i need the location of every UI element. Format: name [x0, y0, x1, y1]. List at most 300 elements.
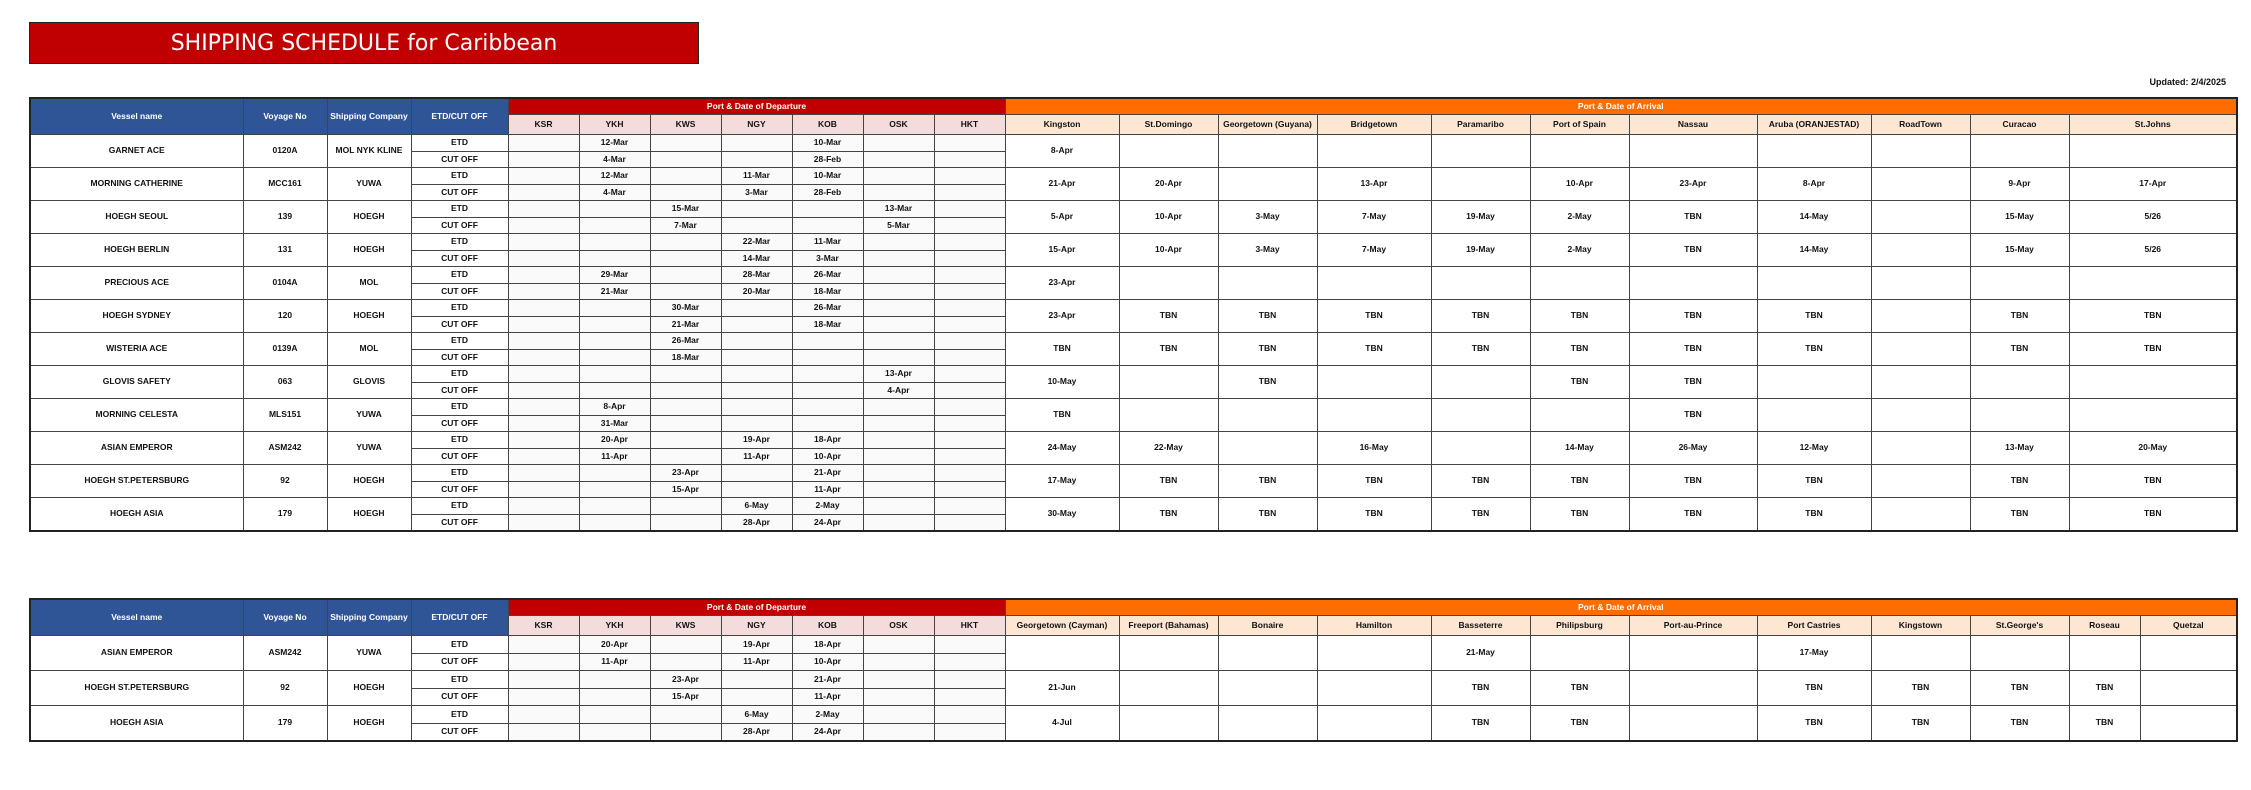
arrival-date-cell: [1757, 366, 1871, 399]
arrival-date-cell: [1871, 366, 1970, 399]
cutoff-date-cell: [579, 481, 650, 498]
etd-date-cell: 22-Mar: [721, 234, 792, 251]
arrival-date-cell: 15-May: [1970, 201, 2069, 234]
arrival-date-cell: 24-May: [1005, 432, 1119, 465]
etd-date-cell: [508, 234, 579, 251]
arrival-date-cell: [2069, 399, 2237, 432]
arrival-group-header: Port & Date of Arrival: [1005, 599, 2237, 616]
cutoff-date-cell: [650, 184, 721, 201]
etd-date-cell: [508, 706, 579, 724]
shipping-company-header: Shipping Company: [327, 599, 411, 636]
cutoff-date-cell: 24-Apr: [792, 723, 863, 741]
vessel-name-cell: HOEGH SEOUL: [30, 201, 243, 234]
arrival-date-cell: 14-May: [1530, 432, 1629, 465]
cutoff-label: CUT OFF: [411, 349, 508, 366]
etd-date-cell: [721, 671, 792, 689]
arrival-date-cell: TBN: [2069, 300, 2237, 333]
etd-label: ETD: [411, 234, 508, 251]
cutoff-date-cell: [579, 723, 650, 741]
cutoff-date-cell: 4-Apr: [863, 382, 934, 399]
cutoff-date-cell: [650, 151, 721, 168]
arrival-date-cell: 3-May: [1218, 201, 1317, 234]
etd-date-cell: [934, 135, 1005, 152]
arrival-date-cell: 15-Apr: [1005, 234, 1119, 267]
etd-date-cell: [508, 267, 579, 284]
cutoff-date-cell: [863, 415, 934, 432]
arrival-date-cell: 30-May: [1005, 498, 1119, 532]
arrival-date-cell: 4-Jul: [1005, 706, 1119, 742]
etd-date-cell: [721, 366, 792, 383]
etd-date-cell: [508, 671, 579, 689]
etd-date-cell: [721, 135, 792, 152]
cutoff-label: CUT OFF: [411, 283, 508, 300]
departure-port-header: KSR: [508, 115, 579, 135]
arrival-date-cell: [1970, 135, 2069, 168]
etd-date-cell: [650, 498, 721, 515]
arrival-date-cell: TBN: [1757, 706, 1871, 742]
arrival-date-cell: [1629, 671, 1757, 706]
arrival-date-cell: TBN: [1218, 465, 1317, 498]
etd-date-cell: [792, 201, 863, 218]
arrival-port-header: Philipsburg: [1530, 616, 1629, 636]
arrival-date-cell: 20-May: [2069, 432, 2237, 465]
arrival-date-cell: TBN: [1530, 706, 1629, 742]
cutoff-date-cell: 15-Apr: [650, 688, 721, 706]
etd-date-cell: 30-Mar: [650, 300, 721, 317]
etd-date-cell: [650, 706, 721, 724]
arrival-port-header: Port of Spain: [1530, 115, 1629, 135]
arrival-date-cell: TBN: [1317, 300, 1431, 333]
arrival-date-cell: [1005, 636, 1119, 671]
cutoff-date-cell: [863, 349, 934, 366]
arrival-date-cell: [1119, 267, 1218, 300]
cutoff-date-cell: [721, 217, 792, 234]
etd-label: ETD: [411, 267, 508, 284]
etd-date-cell: 21-Apr: [792, 671, 863, 689]
arrival-date-cell: [1317, 135, 1431, 168]
etd-date-cell: 8-Apr: [579, 399, 650, 416]
arrival-date-cell: TBN: [1431, 465, 1530, 498]
etd-date-cell: 12-Mar: [579, 168, 650, 185]
arrival-date-cell: [2069, 636, 2140, 671]
arrival-date-cell: [2140, 636, 2237, 671]
etd-date-cell: [934, 432, 1005, 449]
arrival-date-cell: 23-Apr: [1629, 168, 1757, 201]
arrival-date-cell: 13-Apr: [1317, 168, 1431, 201]
table-row: [30, 636, 2237, 654]
etd-date-cell: 26-Mar: [792, 267, 863, 284]
arrival-date-cell: TBN: [1218, 333, 1317, 366]
etd-date-cell: [579, 201, 650, 218]
etd-date-cell: 10-Mar: [792, 168, 863, 185]
cutoff-date-cell: [508, 688, 579, 706]
cutoff-date-cell: [934, 316, 1005, 333]
cutoff-date-cell: 21-Mar: [650, 316, 721, 333]
vessel-name-cell: ASIAN EMPEROR: [30, 432, 243, 465]
arrival-date-cell: 10-Apr: [1119, 201, 1218, 234]
arrival-date-cell: TBN: [1871, 706, 1970, 742]
cutoff-label: CUT OFF: [411, 448, 508, 465]
voyage-no-cell: 0139A: [243, 333, 327, 366]
arrival-date-cell: [1871, 168, 1970, 201]
arrival-date-cell: [1757, 267, 1871, 300]
departure-port-header: KOB: [792, 616, 863, 636]
cutoff-date-cell: [721, 349, 792, 366]
arrival-date-cell: [1431, 168, 1530, 201]
departure-port-header: KOB: [792, 115, 863, 135]
voyage-no-cell: 139: [243, 201, 327, 234]
company-cell: HOEGH: [327, 671, 411, 706]
vessel-name-cell: HOEGH ST.PETERSBURG: [30, 671, 243, 706]
etd-date-cell: [508, 300, 579, 317]
arrival-date-cell: [1871, 432, 1970, 465]
etd-date-cell: [579, 498, 650, 515]
etd-date-cell: [934, 267, 1005, 284]
cutoff-date-cell: [934, 514, 1005, 531]
etd-date-cell: [508, 333, 579, 350]
table-row: [30, 300, 2237, 317]
arrival-date-cell: TBN: [1629, 399, 1757, 432]
cutoff-date-cell: [508, 653, 579, 671]
etd-date-cell: 11-Mar: [792, 234, 863, 251]
arrival-date-cell: [1757, 135, 1871, 168]
etd-date-cell: 12-Mar: [579, 135, 650, 152]
etd-date-cell: [650, 168, 721, 185]
etd-date-cell: [721, 201, 792, 218]
cutoff-date-cell: [934, 184, 1005, 201]
company-cell: HOEGH: [327, 465, 411, 498]
arrival-port-header: Curacao: [1970, 115, 2069, 135]
cutoff-date-cell: [721, 382, 792, 399]
schedule-table-1: [29, 97, 2238, 532]
cutoff-date-cell: 18-Mar: [792, 316, 863, 333]
cutoff-date-cell: [934, 448, 1005, 465]
etd-date-cell: [792, 366, 863, 383]
arrival-date-cell: [1218, 267, 1317, 300]
etd-date-cell: [792, 333, 863, 350]
arrival-port-header: St.Domingo: [1119, 115, 1218, 135]
etd-label: ETD: [411, 636, 508, 654]
cutoff-date-cell: 28-Apr: [721, 514, 792, 531]
cutoff-date-cell: [650, 415, 721, 432]
etd-date-cell: [863, 636, 934, 654]
etd-date-cell: [863, 399, 934, 416]
table-row: [30, 234, 2237, 251]
arrival-date-cell: TBN: [1629, 366, 1757, 399]
arrival-date-cell: 3-May: [1218, 234, 1317, 267]
arrival-date-cell: [1629, 706, 1757, 742]
arrival-date-cell: [1119, 706, 1218, 742]
cutoff-date-cell: [863, 514, 934, 531]
etd-date-cell: [508, 366, 579, 383]
etd-date-cell: [579, 671, 650, 689]
etd-date-cell: [863, 135, 934, 152]
voyage-no-header: Voyage No: [243, 98, 327, 135]
etd-label: ETD: [411, 399, 508, 416]
vessel-name-cell: HOEGH ASIA: [30, 498, 243, 532]
arrival-date-cell: 22-May: [1119, 432, 1218, 465]
arrival-date-cell: TBN: [1317, 498, 1431, 532]
voyage-no-cell: ASM242: [243, 636, 327, 671]
etd-date-cell: 26-Mar: [792, 300, 863, 317]
arrival-group-header: Port & Date of Arrival: [1005, 98, 2237, 115]
arrival-date-cell: [1530, 267, 1629, 300]
voyage-no-cell: 120: [243, 300, 327, 333]
arrival-date-cell: TBN: [1757, 300, 1871, 333]
etd-date-cell: [863, 465, 934, 482]
etd-date-cell: 15-Mar: [650, 201, 721, 218]
cutoff-date-cell: [863, 481, 934, 498]
cutoff-date-cell: 4-Mar: [579, 151, 650, 168]
etd-date-cell: [508, 465, 579, 482]
cutoff-date-cell: 28-Apr: [721, 723, 792, 741]
arrival-date-cell: TBN: [1431, 300, 1530, 333]
etd-date-cell: [508, 432, 579, 449]
arrival-date-cell: 21-Apr: [1005, 168, 1119, 201]
etd-label: ETD: [411, 135, 508, 152]
arrival-date-cell: TBN: [1757, 498, 1871, 532]
cutoff-date-cell: 31-Mar: [579, 415, 650, 432]
etd-date-cell: [579, 465, 650, 482]
etd-date-cell: [934, 201, 1005, 218]
etd-date-cell: [934, 234, 1005, 251]
etd-date-cell: 2-May: [792, 706, 863, 724]
cutoff-date-cell: [863, 653, 934, 671]
arrival-date-cell: [2069, 366, 2237, 399]
arrival-date-cell: 17-Apr: [2069, 168, 2237, 201]
cutoff-date-cell: [508, 382, 579, 399]
cutoff-date-cell: [934, 349, 1005, 366]
arrival-date-cell: TBN: [1119, 300, 1218, 333]
arrival-date-cell: [1970, 636, 2069, 671]
arrival-date-cell: [2140, 671, 2237, 706]
cutoff-date-cell: [863, 184, 934, 201]
etd-date-cell: 6-May: [721, 498, 792, 515]
etd-date-cell: [650, 267, 721, 284]
cutoff-date-cell: [863, 283, 934, 300]
vessel-name-cell: HOEGH SYDNEY: [30, 300, 243, 333]
departure-port-header: YKH: [579, 115, 650, 135]
cutoff-date-cell: [863, 151, 934, 168]
arrival-port-header: Bonaire: [1218, 616, 1317, 636]
arrival-date-cell: TBN: [1119, 465, 1218, 498]
cutoff-date-cell: [721, 316, 792, 333]
cutoff-label: CUT OFF: [411, 653, 508, 671]
cutoff-date-cell: [650, 448, 721, 465]
arrival-port-header: Hamilton: [1317, 616, 1431, 636]
voyage-no-header: Voyage No: [243, 599, 327, 636]
voyage-no-cell: 131: [243, 234, 327, 267]
etd-date-cell: 23-Apr: [650, 465, 721, 482]
arrival-date-cell: TBN: [1218, 366, 1317, 399]
cutoff-date-cell: 11-Apr: [579, 448, 650, 465]
company-cell: MOL: [327, 267, 411, 300]
etd-date-cell: [863, 498, 934, 515]
etd-date-cell: [650, 399, 721, 416]
cutoff-date-cell: [934, 415, 1005, 432]
arrival-date-cell: 8-Apr: [1005, 135, 1119, 168]
cutoff-date-cell: [508, 448, 579, 465]
departure-group-header: Port & Date of Departure: [508, 599, 1005, 616]
arrival-date-cell: TBN: [1629, 201, 1757, 234]
etd-date-cell: [792, 399, 863, 416]
cutoff-date-cell: 18-Mar: [792, 283, 863, 300]
arrival-date-cell: [1119, 135, 1218, 168]
departure-port-header: OSK: [863, 616, 934, 636]
cutoff-date-cell: 21-Mar: [579, 283, 650, 300]
vessel-name-cell: GARNET ACE: [30, 135, 243, 168]
cutoff-date-cell: [721, 415, 792, 432]
etd-date-cell: [934, 168, 1005, 185]
etd-date-cell: [508, 636, 579, 654]
cutoff-date-cell: 18-Mar: [650, 349, 721, 366]
etd-date-cell: [934, 333, 1005, 350]
arrival-date-cell: [1629, 135, 1757, 168]
arrival-date-cell: [1317, 671, 1431, 706]
arrival-date-cell: 19-May: [1431, 234, 1530, 267]
table-row: [30, 399, 2237, 416]
etd-date-cell: 18-Apr: [792, 636, 863, 654]
cutoff-label: CUT OFF: [411, 415, 508, 432]
arrival-port-header: Aruba (ORANJESTAD): [1757, 115, 1871, 135]
cutoff-date-cell: [934, 217, 1005, 234]
arrival-date-cell: [1629, 636, 1757, 671]
arrival-date-cell: [1970, 366, 2069, 399]
arrival-date-cell: TBN: [1119, 498, 1218, 532]
cutoff-date-cell: [650, 514, 721, 531]
vessel-name-cell: MORNING CELESTA: [30, 399, 243, 432]
etd-date-cell: 19-Apr: [721, 636, 792, 654]
cutoff-date-cell: 7-Mar: [650, 217, 721, 234]
cutoff-label: CUT OFF: [411, 688, 508, 706]
arrival-date-cell: TBN: [1970, 300, 2069, 333]
arrival-date-cell: TBN: [1431, 671, 1530, 706]
arrival-date-cell: [1970, 267, 2069, 300]
arrival-date-cell: [1218, 135, 1317, 168]
etd-date-cell: [650, 366, 721, 383]
table-row: [30, 671, 2237, 689]
arrival-date-cell: [1218, 399, 1317, 432]
arrival-date-cell: 21-Jun: [1005, 671, 1119, 706]
etd-date-cell: [863, 671, 934, 689]
departure-group-header: Port & Date of Departure: [508, 98, 1005, 115]
arrival-date-cell: TBN: [1431, 706, 1530, 742]
etd-label: ETD: [411, 498, 508, 515]
arrival-date-cell: 14-May: [1757, 234, 1871, 267]
cutoff-date-cell: [792, 382, 863, 399]
etd-date-cell: [721, 300, 792, 317]
etd-cutoff-header: ETD/CUT OFF: [411, 599, 508, 636]
etd-date-cell: [863, 706, 934, 724]
arrival-date-cell: [1218, 636, 1317, 671]
cutoff-label: CUT OFF: [411, 217, 508, 234]
cutoff-date-cell: [934, 653, 1005, 671]
etd-date-cell: 13-Mar: [863, 201, 934, 218]
arrival-port-header: Kingstown: [1871, 616, 1970, 636]
arrival-date-cell: [2069, 267, 2237, 300]
cutoff-date-cell: 10-Apr: [792, 653, 863, 671]
cutoff-date-cell: [508, 316, 579, 333]
etd-date-cell: [934, 706, 1005, 724]
arrival-date-cell: TBN: [1629, 300, 1757, 333]
arrival-date-cell: 2-May: [1530, 201, 1629, 234]
arrival-date-cell: [1119, 671, 1218, 706]
etd-label: ETD: [411, 465, 508, 482]
cutoff-label: CUT OFF: [411, 184, 508, 201]
arrival-date-cell: 10-May: [1005, 366, 1119, 399]
arrival-port-header: Basseterre: [1431, 616, 1530, 636]
arrival-date-cell: [1119, 399, 1218, 432]
vessel-name-cell: HOEGH ASIA: [30, 706, 243, 742]
arrival-date-cell: TBN: [1530, 498, 1629, 532]
departure-port-header: NGY: [721, 115, 792, 135]
arrival-date-cell: TBN: [2069, 333, 2237, 366]
arrival-date-cell: 12-May: [1757, 432, 1871, 465]
company-cell: GLOVIS: [327, 366, 411, 399]
cutoff-label: CUT OFF: [411, 316, 508, 333]
etd-date-cell: [508, 168, 579, 185]
arrival-date-cell: [1530, 636, 1629, 671]
vessel-name-cell: GLOVIS SAFETY: [30, 366, 243, 399]
cutoff-date-cell: [934, 283, 1005, 300]
arrival-date-cell: [1317, 366, 1431, 399]
arrival-date-cell: [1970, 399, 2069, 432]
arrival-date-cell: TBN: [2069, 671, 2140, 706]
departure-port-header: KSR: [508, 616, 579, 636]
vessel-name-cell: HOEGH ST.PETERSBURG: [30, 465, 243, 498]
arrival-date-cell: [2140, 706, 2237, 742]
page-title: SHIPPING SCHEDULE for Caribbean: [29, 22, 699, 64]
arrival-date-cell: 23-Apr: [1005, 300, 1119, 333]
etd-date-cell: [508, 201, 579, 218]
arrival-date-cell: [1871, 234, 1970, 267]
company-cell: HOEGH: [327, 498, 411, 532]
arrival-date-cell: 10-Apr: [1530, 168, 1629, 201]
schedule-table-2: [29, 598, 2238, 742]
cutoff-date-cell: [508, 184, 579, 201]
arrival-date-cell: 17-May: [1005, 465, 1119, 498]
etd-date-cell: [863, 333, 934, 350]
arrival-date-cell: [1431, 432, 1530, 465]
voyage-no-cell: 92: [243, 465, 327, 498]
shipping-company-header: Shipping Company: [327, 98, 411, 135]
etd-date-cell: [934, 636, 1005, 654]
arrival-date-cell: TBN: [1005, 399, 1119, 432]
table-row: [30, 465, 2237, 482]
cutoff-label: CUT OFF: [411, 151, 508, 168]
cutoff-date-cell: [579, 688, 650, 706]
etd-date-cell: [721, 399, 792, 416]
etd-date-cell: 10-Mar: [792, 135, 863, 152]
arrival-date-cell: TBN: [1970, 706, 2069, 742]
cutoff-date-cell: [650, 250, 721, 267]
etd-date-cell: [579, 366, 650, 383]
etd-date-cell: [579, 234, 650, 251]
cutoff-date-cell: [934, 382, 1005, 399]
arrival-date-cell: 20-Apr: [1119, 168, 1218, 201]
arrival-date-cell: [1218, 168, 1317, 201]
arrival-date-cell: 15-May: [1970, 234, 2069, 267]
cutoff-date-cell: [792, 415, 863, 432]
etd-label: ETD: [411, 706, 508, 724]
arrival-date-cell: [2069, 135, 2237, 168]
arrival-date-cell: TBN: [1218, 498, 1317, 532]
etd-date-cell: [650, 636, 721, 654]
arrival-date-cell: 2-May: [1530, 234, 1629, 267]
arrival-port-header: Port Castries: [1757, 616, 1871, 636]
cutoff-date-cell: 14-Mar: [721, 250, 792, 267]
etd-date-cell: [508, 399, 579, 416]
